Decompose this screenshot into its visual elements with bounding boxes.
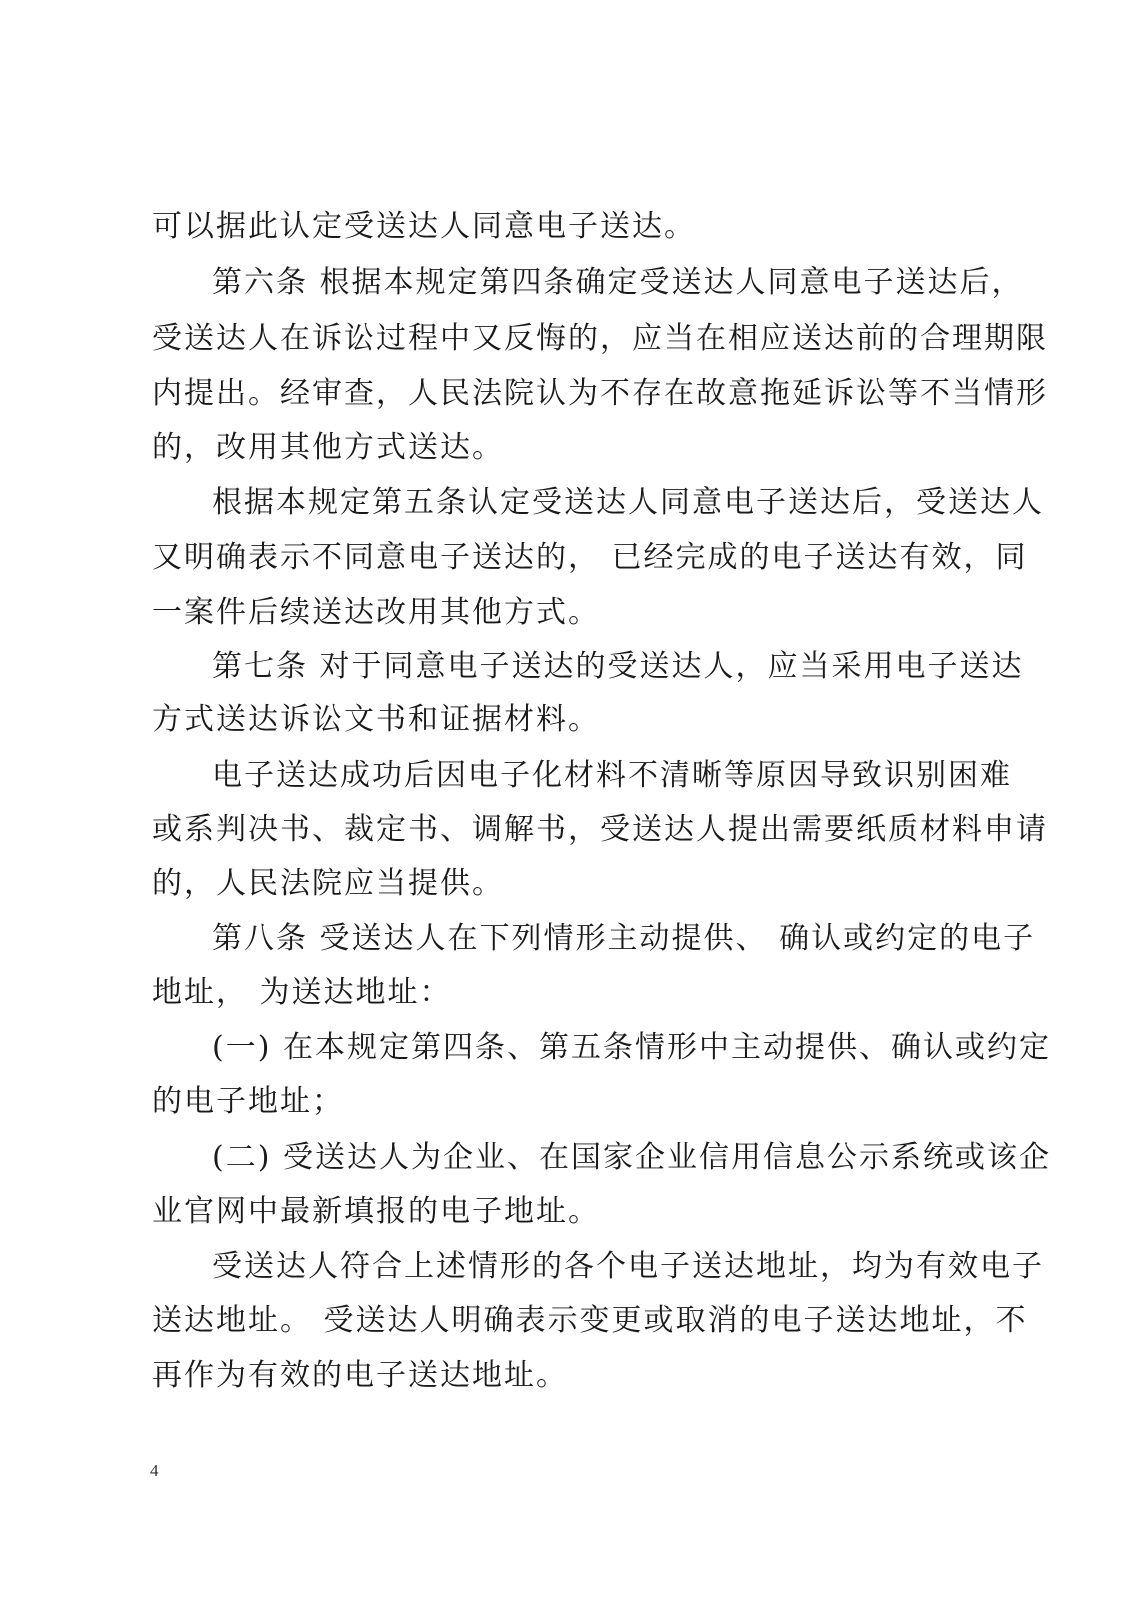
text-line: 地址， 为送达地址： bbox=[152, 975, 452, 1010]
text-line: 的，人民法院应当提供。 bbox=[152, 866, 504, 901]
text-line: 根据本规定第五条认定受送达人同意电子送达后，受送达人 bbox=[212, 485, 1044, 520]
text-line: 再作为有效的电子送达地址。 bbox=[152, 1358, 568, 1393]
text-line: 可以据此认定受送达人同意电子送达。 bbox=[152, 209, 696, 244]
page-number: 4 bbox=[150, 1461, 159, 1480]
text-line: 受送达人在诉讼过程中又反悔的，应当在相应送达前的合理期限 bbox=[152, 321, 1048, 356]
text-line: 的，改用其他方式送达。 bbox=[152, 430, 504, 465]
text-line: 或系判决书、裁定书、调解书，受送达人提出需要纸质材料申请 bbox=[152, 812, 1048, 847]
text-line: 一案件后续送达改用其他方式。 bbox=[152, 595, 600, 630]
text-line: 第六条 根据本规定第四条确定受送达人同意电子送达后， bbox=[212, 265, 1024, 300]
text-line: 电子送达成功后因电子化材料不清晰等原因导致识别困难 bbox=[212, 758, 1012, 793]
text-line: 第七条 对于同意电子送达的受送达人，应当采用电子送达 bbox=[212, 649, 1024, 684]
text-line: 第八条 受送达人在下列情形主动提供、 确认或约定的电子 bbox=[212, 921, 1036, 956]
text-line: 内提出。经审查，人民法院认为不存在故意拖延诉讼等不当情形 bbox=[152, 376, 1048, 411]
text-line: 受送达人符合上述情形的各个电子送达地址，均为有效电子 bbox=[212, 1249, 1044, 1284]
text-line: 又明确表示不同意电子送达的， 已经完成的电子送达有效，同 bbox=[152, 540, 1028, 575]
text-line: (一) 在本规定第四条、第五条情形中主动提供、确认或约定 bbox=[212, 1030, 1051, 1065]
text-line: 方式送达诉讼文书和证据材料。 bbox=[152, 702, 600, 737]
text-line: 业官网中最新填报的电子地址。 bbox=[152, 1194, 600, 1229]
text-line: 的电子地址； bbox=[152, 1084, 344, 1119]
text-line: (二) 受送达人为企业、在国家企业信用信息公示系统或该企 bbox=[212, 1140, 1051, 1175]
text-line: 送达地址。 受送达人明确表示变更或取消的电子送达地址，不 bbox=[152, 1303, 1028, 1338]
